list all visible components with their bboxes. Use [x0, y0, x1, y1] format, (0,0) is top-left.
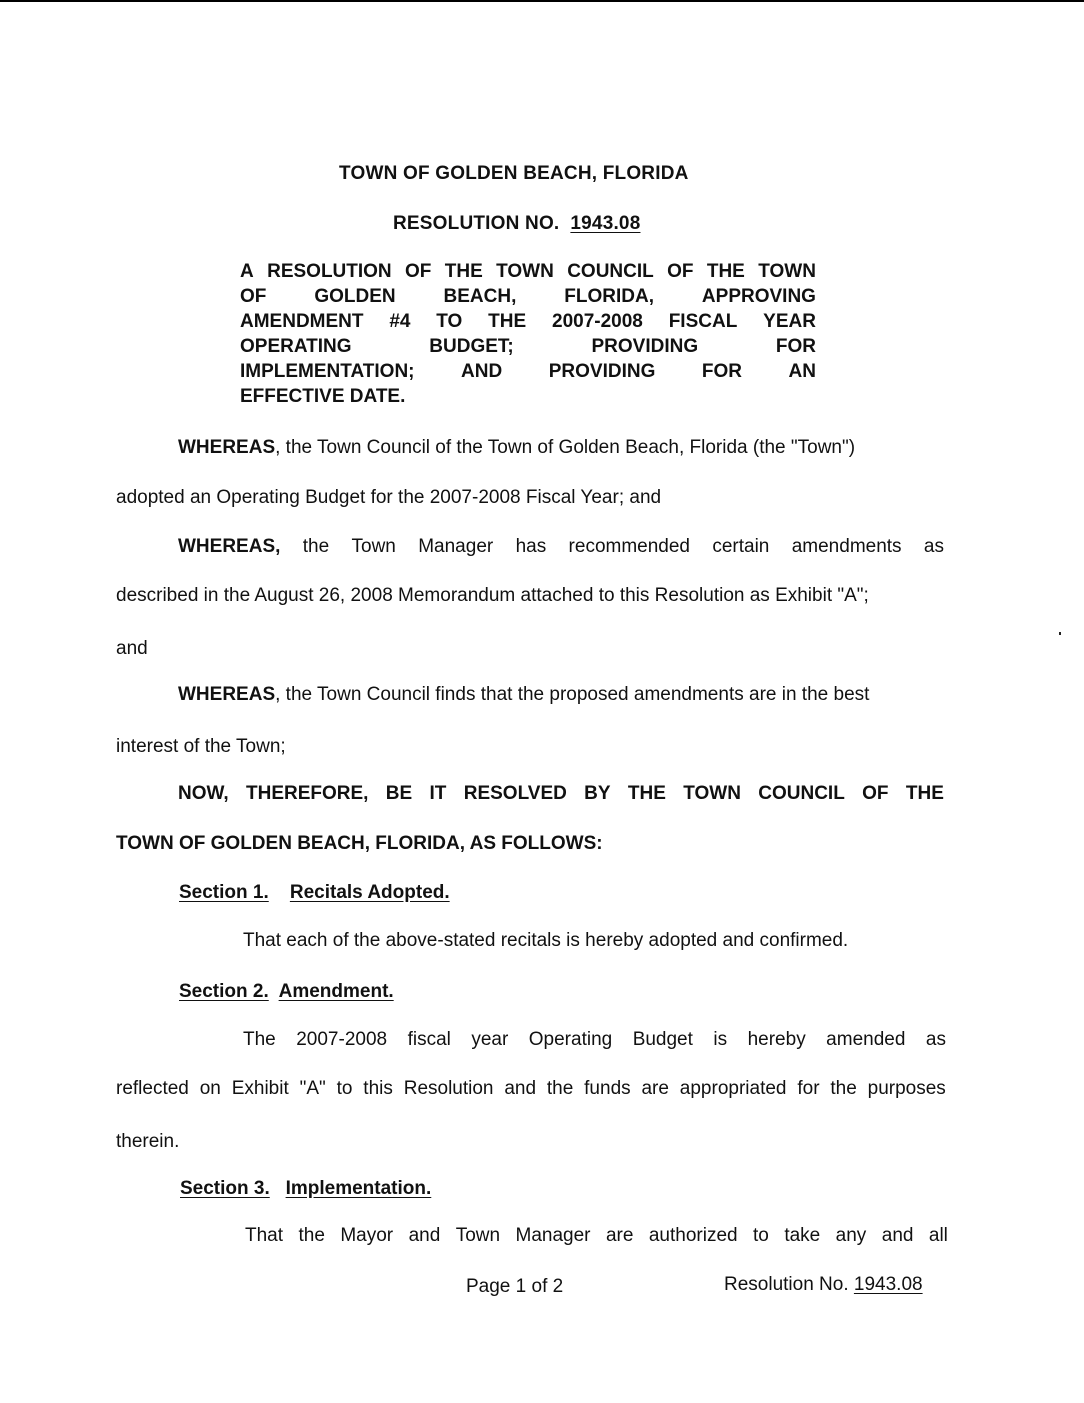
footer-resolution-number: 1943.08: [853, 1274, 923, 1295]
word: the: [546, 1078, 574, 1099]
word: to: [336, 1078, 353, 1099]
word: this: [363, 1078, 393, 1099]
word: THE: [905, 783, 944, 804]
word: as: [923, 536, 944, 557]
word: has: [515, 536, 547, 557]
section-2-heading: [179, 981, 394, 1003]
title-word: EFFECTIVE DATE.: [240, 386, 406, 407]
title-line: [240, 309, 816, 334]
title-word: THE: [444, 261, 483, 282]
title-word: FOR: [775, 336, 816, 357]
title-word: PROVIDING: [548, 361, 656, 382]
title-line: [240, 259, 816, 284]
section-number: Section 2.: [179, 981, 269, 1002]
title-word: FISCAL: [668, 311, 738, 332]
word: That: [245, 1225, 284, 1246]
title-word: OF: [667, 261, 694, 282]
section-2-text-line-2: [116, 1077, 946, 1101]
word: Town: [351, 536, 396, 557]
word: and: [408, 1225, 441, 1246]
word: amended: [826, 1029, 906, 1050]
word: certain: [712, 536, 770, 557]
word: all: [928, 1225, 948, 1246]
whereas-1: [178, 436, 944, 460]
resolved-line-2: TOWN OF GOLDEN BEACH, FLORIDA, AS FOLLOWS:: [116, 833, 603, 854]
word: Mayor: [340, 1225, 394, 1246]
page-number: Page 1 of 2: [466, 1276, 564, 1297]
title-word: GOLDEN: [314, 286, 396, 307]
title-word: APPROVING: [701, 286, 816, 307]
word: Town: [455, 1225, 501, 1246]
title-word: TO: [436, 311, 463, 332]
title-word: AN: [788, 361, 816, 382]
whereas-keyword: WHEREAS: [178, 437, 276, 458]
town-heading: TOWN OF GOLDEN BEACH, FLORIDA: [339, 163, 689, 184]
word: fiscal: [407, 1029, 451, 1050]
title-word: BUDGET;: [429, 336, 514, 357]
title-word: COUNCIL: [567, 261, 654, 282]
word: Manager: [418, 536, 494, 557]
word: Exhibit: [231, 1078, 289, 1099]
word: hereby: [747, 1029, 806, 1050]
title-line: [240, 384, 816, 409]
word: RESOLVED: [463, 783, 567, 804]
scan-speck: [1059, 632, 1061, 635]
word: authorized: [648, 1225, 738, 1246]
section-2-text-line-1: [243, 1028, 946, 1052]
word: purposes: [867, 1078, 946, 1099]
word: The: [243, 1029, 276, 1050]
word: COUNCIL: [758, 783, 845, 804]
word: IT: [429, 783, 447, 804]
word: Resolution: [403, 1078, 494, 1099]
section-number: Section 3.: [180, 1178, 270, 1199]
title-word: OF: [240, 286, 267, 307]
resolved-line-1: [178, 782, 944, 806]
resolution-number: 1943.08: [570, 213, 641, 234]
resolution-title: [240, 259, 816, 409]
title-line: [240, 284, 816, 309]
word: NOW,: [178, 783, 229, 804]
word: recommended: [568, 536, 690, 557]
section-2-text-line-3: therein.: [116, 1131, 180, 1152]
section-title: Recitals Adopted.: [289, 882, 450, 903]
section-1-text: That each of the above-stated recitals is hereby adopted and confirmed.: [243, 930, 849, 951]
title-word: YEAR: [763, 311, 816, 332]
title-word: TOWN: [758, 261, 816, 282]
section-title: Amendment.: [278, 981, 394, 1002]
word: are: [605, 1225, 634, 1246]
scan-border-line: [0, 0, 1084, 2]
title-word: AMENDMENT: [240, 311, 364, 332]
word: WHEREAS,: [178, 536, 281, 557]
word: and: [881, 1225, 914, 1246]
title-word: BEACH,: [443, 286, 517, 307]
title-word: THE: [488, 311, 527, 332]
title-word: TOWN: [496, 261, 554, 282]
title-word: THE: [706, 261, 745, 282]
whereas-text: , the Town Council of the Town of Golden Beach, Florida (the "Town"): [275, 437, 856, 458]
title-word: AND: [461, 361, 503, 382]
word: 2007-2008: [296, 1029, 388, 1050]
word: amendments: [791, 536, 902, 557]
footer-resolution: [724, 1274, 923, 1296]
word: Manager: [515, 1225, 591, 1246]
word: any: [835, 1225, 867, 1246]
title-line: [240, 334, 816, 359]
section-number: Section 1.: [179, 882, 269, 903]
word: TOWN: [683, 783, 741, 804]
word: year: [471, 1029, 509, 1050]
word: BY: [584, 783, 611, 804]
title-word: 2007-2008: [552, 311, 643, 332]
word: the: [830, 1078, 857, 1099]
word: BE: [385, 783, 413, 804]
word: THEREFORE,: [246, 783, 369, 804]
word: the: [302, 536, 330, 557]
resolution-prefix: RESOLUTION NO.: [393, 213, 560, 234]
word: THE: [627, 783, 666, 804]
word: and: [504, 1078, 537, 1099]
whereas-2: [178, 535, 944, 559]
title-line: [240, 359, 816, 384]
word: is: [713, 1029, 728, 1050]
word: OF: [862, 783, 889, 804]
word: are: [641, 1078, 669, 1099]
word: take: [784, 1225, 821, 1246]
title-word: RESOLUTION: [267, 261, 392, 282]
footer-resolution-label: Resolution No.: [724, 1274, 849, 1295]
whereas-3: [178, 683, 944, 707]
word: Budget: [632, 1029, 693, 1050]
whereas-2-continuation-2: and: [116, 638, 148, 659]
title-word: A: [240, 261, 254, 282]
word: Operating: [528, 1029, 613, 1050]
section-title: Implementation.: [285, 1178, 432, 1199]
section-1-heading: [179, 882, 450, 904]
word: to: [753, 1225, 769, 1246]
word: funds: [584, 1078, 631, 1099]
title-word: IMPLEMENTATION;: [240, 361, 415, 382]
section-3-text-line-1: [245, 1224, 948, 1248]
title-word: OPERATING: [240, 336, 352, 357]
word: appropriated: [679, 1078, 787, 1099]
whereas-2-continuation: described in the August 26, 2008 Memorandum attached to this Resolution as Exhibit "A";: [116, 585, 869, 606]
whereas-text: , the Town Council finds that the proposed amendments are in the best: [275, 684, 870, 705]
title-word: OF: [405, 261, 432, 282]
section-3-heading: [180, 1178, 431, 1200]
word: the: [298, 1225, 325, 1246]
title-word: PROVIDING: [591, 336, 699, 357]
word: on: [199, 1078, 221, 1099]
word: for: [797, 1078, 820, 1099]
title-word: FOR: [701, 361, 742, 382]
word: reflected: [116, 1078, 189, 1099]
word: as: [925, 1029, 946, 1050]
title-word: FLORIDA,: [564, 286, 654, 307]
whereas-keyword: WHEREAS: [178, 684, 276, 705]
whereas-1-continuation: adopted an Operating Budget for the 2007-2008 Fiscal Year; and: [116, 487, 662, 508]
word: "A": [299, 1078, 326, 1099]
whereas-3-continuation: interest of the Town;: [116, 736, 286, 757]
resolution-heading: [393, 213, 640, 235]
title-word: #4: [389, 311, 411, 332]
